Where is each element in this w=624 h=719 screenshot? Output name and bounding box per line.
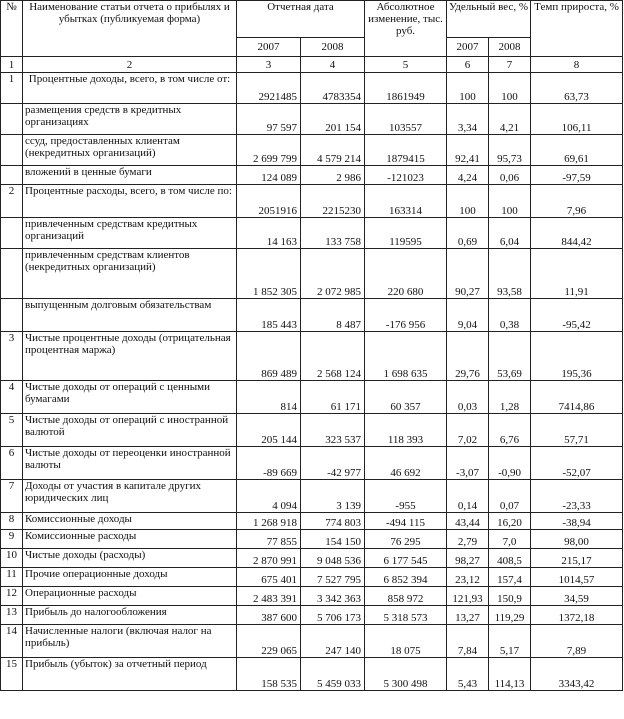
col-number: 1 bbox=[1, 57, 23, 73]
row-number: 8 bbox=[1, 513, 23, 530]
share-2008: 6,76 bbox=[489, 414, 531, 447]
share-2007: 13,27 bbox=[447, 606, 489, 625]
row-name: ссуд, предоставленных клиентам (некредитных организаций) bbox=[23, 135, 237, 166]
abs-change: -176 956 bbox=[365, 299, 447, 332]
abs-change: 1879415 bbox=[365, 135, 447, 166]
abs-change: 103557 bbox=[365, 104, 447, 135]
row-number: 2 bbox=[1, 185, 23, 218]
growth-rate: -95,42 bbox=[531, 299, 623, 332]
share-2007: 92,41 bbox=[447, 135, 489, 166]
table-row bbox=[1, 658, 623, 691]
row-name: Прибыль до налогообложения bbox=[23, 606, 237, 625]
row-name: Процентные расходы, всего, в том числе по: bbox=[23, 185, 237, 218]
row-name: Процентные доходы, всего, в том числе от: bbox=[23, 73, 237, 104]
value-2007: 158 535 bbox=[237, 658, 301, 691]
abs-change: 163314 bbox=[365, 185, 447, 218]
abs-change: 5 318 573 bbox=[365, 606, 447, 625]
row-number: 15 bbox=[1, 658, 23, 691]
table-row bbox=[1, 549, 623, 568]
growth-rate: 69,61 bbox=[531, 135, 623, 166]
col-number: 2 bbox=[23, 57, 237, 73]
value-2007: 229 065 bbox=[237, 625, 301, 658]
value-2008: 323 537 bbox=[301, 414, 365, 447]
table-row bbox=[1, 104, 623, 135]
col-number: 6 bbox=[447, 57, 489, 73]
table-row bbox=[1, 568, 623, 587]
table-row bbox=[1, 166, 623, 185]
value-2007: 814 bbox=[237, 381, 301, 414]
share-2007: 7,02 bbox=[447, 414, 489, 447]
abs-change: 118 393 bbox=[365, 414, 447, 447]
share-2007: 29,76 bbox=[447, 332, 489, 381]
share-2007: 100 bbox=[447, 73, 489, 104]
share-2008: 0,06 bbox=[489, 166, 531, 185]
share-2007: 121,93 bbox=[447, 587, 489, 606]
table-row bbox=[1, 185, 623, 218]
row-name: размещения средств в кредитных организациях bbox=[23, 104, 237, 135]
row-number bbox=[1, 104, 23, 135]
table-row bbox=[1, 381, 623, 414]
share-2007: 0,69 bbox=[447, 218, 489, 249]
share-2008: 6,04 bbox=[489, 218, 531, 249]
share-2008: 4,21 bbox=[489, 104, 531, 135]
row-name: Чистые процентные доходы (отрицательная процентная маржа) bbox=[23, 332, 237, 381]
table-row bbox=[1, 625, 623, 658]
share-2008: 16,20 bbox=[489, 513, 531, 530]
share-2008: 114,13 bbox=[489, 658, 531, 691]
share-2007: 100 bbox=[447, 185, 489, 218]
row-number: 1 bbox=[1, 73, 23, 104]
share-2007: 7,84 bbox=[447, 625, 489, 658]
table-row bbox=[1, 530, 623, 549]
growth-rate: 7414,86 bbox=[531, 381, 623, 414]
table-row bbox=[1, 73, 623, 104]
value-2007: 185 443 bbox=[237, 299, 301, 332]
share-2008: 157,4 bbox=[489, 568, 531, 587]
value-2008: 2 072 985 bbox=[301, 249, 365, 299]
abs-change: 6 852 394 bbox=[365, 568, 447, 587]
abs-change: 6 177 545 bbox=[365, 549, 447, 568]
row-number bbox=[1, 218, 23, 249]
growth-rate: -52,07 bbox=[531, 447, 623, 480]
col-number: 4 bbox=[301, 57, 365, 73]
value-2008: 61 171 bbox=[301, 381, 365, 414]
abs-change: 60 357 bbox=[365, 381, 447, 414]
share-2008: 100 bbox=[489, 73, 531, 104]
row-name: Прочие операционные доходы bbox=[23, 568, 237, 587]
share-2007: 5,43 bbox=[447, 658, 489, 691]
share-2007: -3,07 bbox=[447, 447, 489, 480]
row-name: вложений в ценные бумаги bbox=[23, 166, 237, 185]
share-2008: 7,0 bbox=[489, 530, 531, 549]
col-number: 8 bbox=[531, 57, 623, 73]
value-2008: 774 803 bbox=[301, 513, 365, 530]
growth-rate: 195,36 bbox=[531, 332, 623, 381]
abs-change: 76 295 bbox=[365, 530, 447, 549]
value-2008: -42 977 bbox=[301, 447, 365, 480]
table-row bbox=[1, 135, 623, 166]
header-year-2007: 2007 bbox=[237, 38, 301, 57]
abs-change: 46 692 bbox=[365, 447, 447, 480]
value-2007: 97 597 bbox=[237, 104, 301, 135]
row-number: 3 bbox=[1, 332, 23, 381]
row-name: Комиссионные расходы bbox=[23, 530, 237, 549]
value-2007: 2921485 bbox=[237, 73, 301, 104]
value-2008: 9 048 536 bbox=[301, 549, 365, 568]
share-2008: 53,69 bbox=[489, 332, 531, 381]
value-2008: 5 459 033 bbox=[301, 658, 365, 691]
value-2008: 133 758 bbox=[301, 218, 365, 249]
growth-rate: 106,11 bbox=[531, 104, 623, 135]
table-row bbox=[1, 414, 623, 447]
header-share: Удельный вес, % bbox=[447, 1, 531, 38]
abs-change: 220 680 bbox=[365, 249, 447, 299]
header-share-2008: 2008 bbox=[489, 38, 531, 57]
value-2007: 2 699 799 bbox=[237, 135, 301, 166]
value-2007: 205 144 bbox=[237, 414, 301, 447]
header-year-2008: 2008 bbox=[301, 38, 365, 57]
growth-rate: 63,73 bbox=[531, 73, 623, 104]
value-2008: 3 139 bbox=[301, 480, 365, 513]
row-number: 10 bbox=[1, 549, 23, 568]
row-name: Комиссионные доходы bbox=[23, 513, 237, 530]
value-2008: 247 140 bbox=[301, 625, 365, 658]
growth-rate: 3343,42 bbox=[531, 658, 623, 691]
column-numbers-row bbox=[1, 57, 623, 73]
share-2008: 119,29 bbox=[489, 606, 531, 625]
growth-rate: 7,89 bbox=[531, 625, 623, 658]
value-2008: 154 150 bbox=[301, 530, 365, 549]
value-2007: 2 483 391 bbox=[237, 587, 301, 606]
growth-rate: 844,42 bbox=[531, 218, 623, 249]
row-number: 11 bbox=[1, 568, 23, 587]
value-2008: 2 986 bbox=[301, 166, 365, 185]
row-name: привлеченным средствам клиентов (некредитных организаций) bbox=[23, 249, 237, 299]
value-2008: 4 579 214 bbox=[301, 135, 365, 166]
growth-rate: 57,71 bbox=[531, 414, 623, 447]
value-2008: 4783354 bbox=[301, 73, 365, 104]
row-number: 6 bbox=[1, 447, 23, 480]
share-2008: 1,28 bbox=[489, 381, 531, 414]
table-row bbox=[1, 299, 623, 332]
share-2008: 100 bbox=[489, 185, 531, 218]
value-2008: 7 527 795 bbox=[301, 568, 365, 587]
growth-rate: 215,17 bbox=[531, 549, 623, 568]
table-row bbox=[1, 480, 623, 513]
abs-change: 1861949 bbox=[365, 73, 447, 104]
value-2007: 387 600 bbox=[237, 606, 301, 625]
abs-change: -955 bbox=[365, 480, 447, 513]
growth-rate: 98,00 bbox=[531, 530, 623, 549]
row-name: Операционные расходы bbox=[23, 587, 237, 606]
share-2007: 90,27 bbox=[447, 249, 489, 299]
row-name: выпущенным долговым обязательствам bbox=[23, 299, 237, 332]
value-2008: 5 706 173 bbox=[301, 606, 365, 625]
header-no: № bbox=[1, 1, 23, 57]
value-2007: 4 094 bbox=[237, 480, 301, 513]
share-2008: 0,38 bbox=[489, 299, 531, 332]
share-2007: 43,44 bbox=[447, 513, 489, 530]
table-row bbox=[1, 513, 623, 530]
col-number: 5 bbox=[365, 57, 447, 73]
row-name: Доходы от участия в капитале других юридических лиц bbox=[23, 480, 237, 513]
row-name: Чистые доходы от операций с иностранной валютой bbox=[23, 414, 237, 447]
row-name: Чистые доходы от переоценки иностранной валюты bbox=[23, 447, 237, 480]
value-2008: 201 154 bbox=[301, 104, 365, 135]
row-number bbox=[1, 166, 23, 185]
table-row bbox=[1, 447, 623, 480]
row-number: 4 bbox=[1, 381, 23, 414]
share-2007: 0,03 bbox=[447, 381, 489, 414]
growth-rate: 7,96 bbox=[531, 185, 623, 218]
value-2007: 869 489 bbox=[237, 332, 301, 381]
row-number: 13 bbox=[1, 606, 23, 625]
row-name: Чистые доходы от операций с ценными бумагами bbox=[23, 381, 237, 414]
row-name: Начисленные налоги (включая налог на прибыль) bbox=[23, 625, 237, 658]
value-2008: 2215230 bbox=[301, 185, 365, 218]
growth-rate: 1372,18 bbox=[531, 606, 623, 625]
row-number: 9 bbox=[1, 530, 23, 549]
growth-rate: 34,59 bbox=[531, 587, 623, 606]
header-name: Наименование статьи отчета о прибылях и убытках (публикуемая форма) bbox=[23, 1, 237, 57]
value-2008: 3 342 363 bbox=[301, 587, 365, 606]
value-2008: 8 487 bbox=[301, 299, 365, 332]
abs-change: 858 972 bbox=[365, 587, 447, 606]
value-2007: 14 163 bbox=[237, 218, 301, 249]
header-abs-change: Абсолютное изменение, тыс. руб. bbox=[365, 1, 447, 57]
share-2008: 408,5 bbox=[489, 549, 531, 568]
row-name: Чистые доходы (расходы) bbox=[23, 549, 237, 568]
table-row bbox=[1, 218, 623, 249]
share-2007: 4,24 bbox=[447, 166, 489, 185]
abs-change: -494 115 bbox=[365, 513, 447, 530]
share-2007: 3,34 bbox=[447, 104, 489, 135]
value-2007: 1 268 918 bbox=[237, 513, 301, 530]
share-2007: 9,04 bbox=[447, 299, 489, 332]
abs-change: 18 075 bbox=[365, 625, 447, 658]
growth-rate: 1014,57 bbox=[531, 568, 623, 587]
abs-change: 5 300 498 bbox=[365, 658, 447, 691]
growth-rate: -38,94 bbox=[531, 513, 623, 530]
share-2008: 93,58 bbox=[489, 249, 531, 299]
table-row bbox=[1, 606, 623, 625]
share-2008: 150,9 bbox=[489, 587, 531, 606]
col-number: 3 bbox=[237, 57, 301, 73]
header-row-1 bbox=[1, 1, 623, 38]
value-2007: 124 089 bbox=[237, 166, 301, 185]
value-2007: 77 855 bbox=[237, 530, 301, 549]
abs-change: 1 698 635 bbox=[365, 332, 447, 381]
share-2008: 0,07 bbox=[489, 480, 531, 513]
share-2008: 95,73 bbox=[489, 135, 531, 166]
share-2007: 23,12 bbox=[447, 568, 489, 587]
row-number: 12 bbox=[1, 587, 23, 606]
col-number: 7 bbox=[489, 57, 531, 73]
header-report-date: Отчетная дата bbox=[237, 1, 365, 38]
abs-change: 119595 bbox=[365, 218, 447, 249]
abs-change: -121023 bbox=[365, 166, 447, 185]
row-name: Прибыль (убыток) за отчетный период bbox=[23, 658, 237, 691]
growth-rate: 11,91 bbox=[531, 249, 623, 299]
row-number bbox=[1, 135, 23, 166]
table-row bbox=[1, 332, 623, 381]
share-2008: -0,90 bbox=[489, 447, 531, 480]
row-number bbox=[1, 299, 23, 332]
growth-rate: -97,59 bbox=[531, 166, 623, 185]
value-2007: 2051916 bbox=[237, 185, 301, 218]
row-name: привлеченным средствам кредитных организаций bbox=[23, 218, 237, 249]
row-number: 5 bbox=[1, 414, 23, 447]
header-share-2007: 2007 bbox=[447, 38, 489, 57]
value-2007: 675 401 bbox=[237, 568, 301, 587]
value-2008: 2 568 124 bbox=[301, 332, 365, 381]
growth-rate: -23,33 bbox=[531, 480, 623, 513]
table-row bbox=[1, 249, 623, 299]
value-2007: -89 669 bbox=[237, 447, 301, 480]
share-2007: 0,14 bbox=[447, 480, 489, 513]
header-growth: Темп прироста, % bbox=[531, 1, 623, 57]
row-number: 7 bbox=[1, 480, 23, 513]
row-number: 14 bbox=[1, 625, 23, 658]
share-2007: 2,79 bbox=[447, 530, 489, 549]
value-2007: 1 852 305 bbox=[237, 249, 301, 299]
row-number bbox=[1, 249, 23, 299]
share-2007: 98,27 bbox=[447, 549, 489, 568]
value-2007: 2 870 991 bbox=[237, 549, 301, 568]
share-2008: 5,17 bbox=[489, 625, 531, 658]
table-row bbox=[1, 587, 623, 606]
